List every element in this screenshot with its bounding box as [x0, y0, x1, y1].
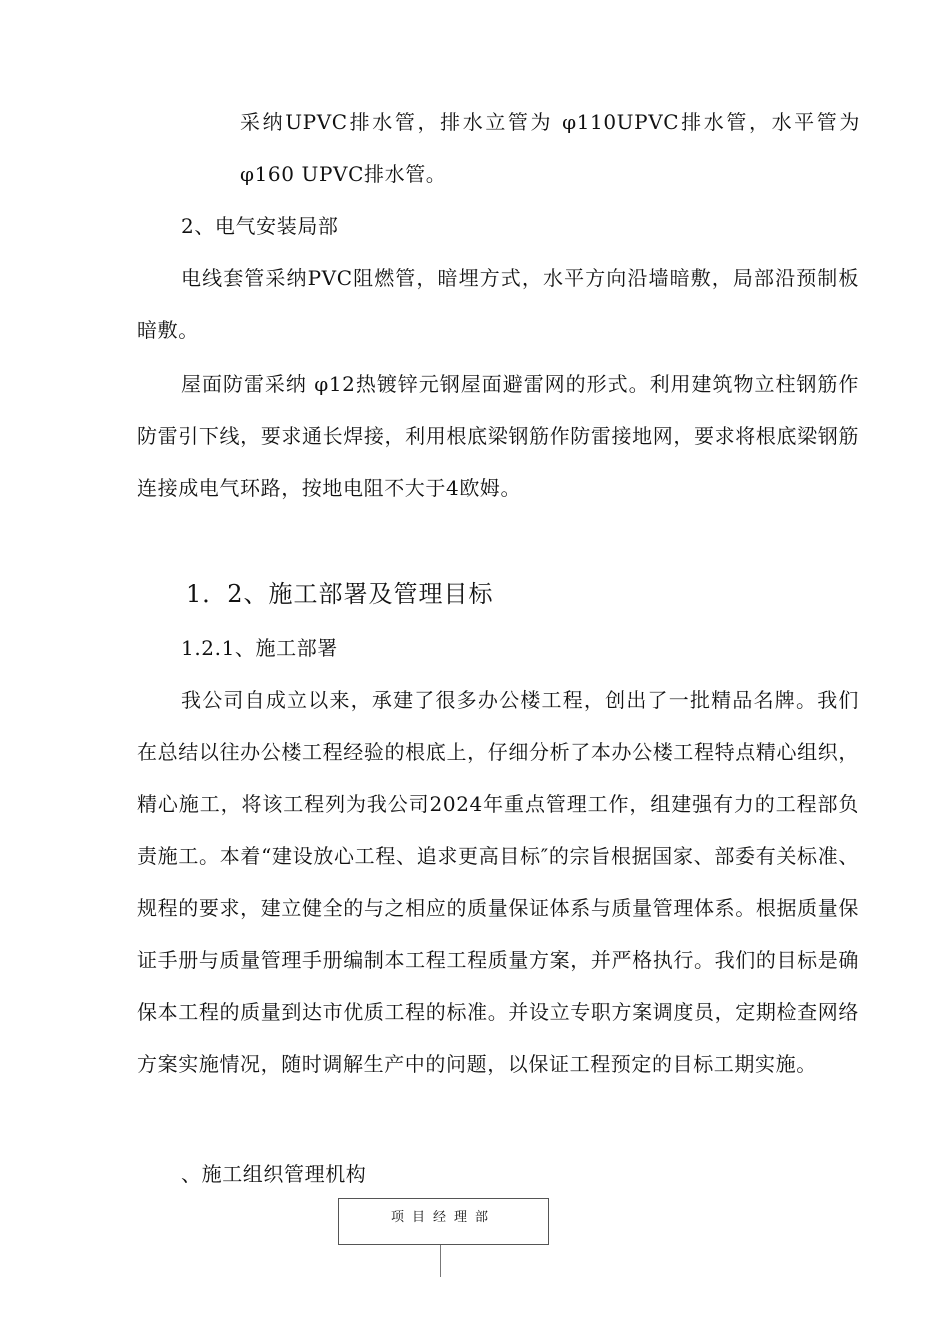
section-title-construction-deployment: 1．2、施工部署及管理目标 [186, 580, 494, 608]
paragraph-conduit: 电线套管采纳PVC阻燃管，暗埋方式，水平方向沿墙暗敷，局部沿预制板暗敷。 [137, 266, 859, 342]
section-heading-electrical: 2、电气安装局部 [181, 214, 339, 238]
paragraph-deployment-body: 我公司自成立以来，承建了很多办公楼工程，创出了一批精品名牌。我们在总结以往办公楼工程经验的根底上，仔细分析了本办公楼工程特点精心组织，精心施工，将该工程列为我公司2024年重点管理工作，组建强有力的工程部负责施工。本着“建设放心工程、追求更高目标″的宗旨根据国家、部委有关标准、规程的要求，建立健全的与之相应的质量保证体系与质量管理体系。根据质量保证手册与质量管理手册编制本工程工程质量方案，并严格执行。我们的目标是确保本工程的质量到达市优质工程的标准。并设立专职方案调度员，定期检查网络方案实施情况，随时调解生产中的问题，以保证工程预定的目标工期实施。 [137, 688, 859, 1076]
subsection-title-deployment: 1.2.1、施工部署 [181, 636, 338, 660]
org-structure-heading: 、施工组织管理机构 [181, 1162, 367, 1186]
org-chart-connector-line [440, 1245, 441, 1277]
org-chart-project-manager-box [338, 1198, 549, 1245]
paragraph-drainage-pipes: 采纳UPVC排水管，排水立管为 φ110UPVC排水管，水平管为 φ160 UPVC排水管。 [240, 110, 867, 186]
org-chart-box-label: 项目经理部 [390, 1210, 496, 1225]
paragraph-lightning-protection: 屋面防雷采纳 φ12热镀锌元钢屋面避雷网的形式。利用建筑物立柱钢筋作防雷引下线，要求通长焊接，利用根底梁钢筋作防雷接地网，要求将根底梁钢筋连接成电气环路，按地电阻不大于4欧姆。 [137, 372, 859, 500]
